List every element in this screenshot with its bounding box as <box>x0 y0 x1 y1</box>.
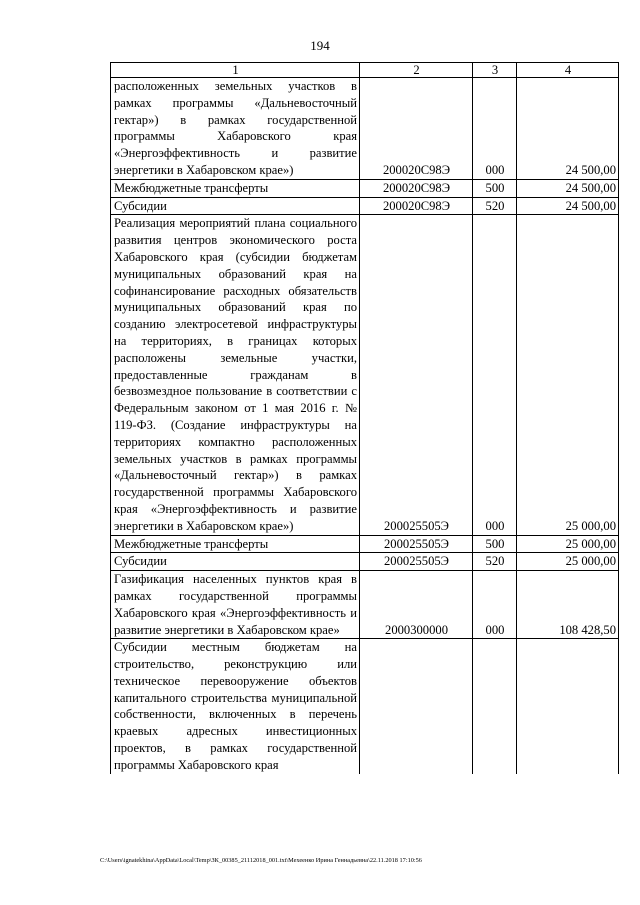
table-row <box>111 179 619 197</box>
row-amount: 108 428,50 <box>517 571 619 639</box>
row-amount: 24 500,00 <box>517 197 619 215</box>
row-amount <box>517 639 619 774</box>
row-description: расположенных земельных участков в рамках программы «Дальневосточный гектар») в рамках государственной программы Хабаровского края «Энергоэффективность и развитие энергетики в Хабаровском крае») <box>111 78 360 180</box>
table-row <box>111 553 619 571</box>
table-row <box>111 78 619 180</box>
row-amount: 25 000,00 <box>517 553 619 571</box>
column-header-3: 3 <box>473 63 517 78</box>
row-amount: 25 000,00 <box>517 535 619 553</box>
table-header-row <box>111 63 619 78</box>
row-expense-type: 520 <box>473 197 517 215</box>
page-number: 194 <box>310 38 330 53</box>
row-description: Реализация мероприятий плана социального развития центров экономического роста Хабаровского края (субсидии бюджетам муниципальных образований края на софинансирование расходных обязательств муниципальных образований края по созданию электросетевой инфраструктуры на территориях, в границах которых расположены земельные участки, предоставленные гражданам в безвозмездное пользование в соответствии с Федеральным законом от 1 мая 2016 г. № 119-ФЗ. (Создание инфраструктуры на территориях компактно расположенных земельных участков в рамках программы «Дальневосточный гектар») в рамках государственной программы Хабаровского края «Энергоэффективность и развитие энергетики в Хабаровском крае») <box>111 215 360 535</box>
budget-table <box>110 62 619 774</box>
row-expense-type <box>473 639 517 774</box>
row-target-code: 200020С98Э <box>360 78 473 180</box>
row-amount: 24 500,00 <box>517 78 619 180</box>
row-target-code: 200020С98Э <box>360 179 473 197</box>
row-target-code: 200025505Э <box>360 553 473 571</box>
row-description: Субсидии местным бюджетам на строительство, реконструкцию или техническое перевооружение объектов капитального строительства муниципальной собственности, включенных в перечень краевых адресных инвестиционных проектов, в рамках государственной программы Хабаровского края <box>111 639 360 774</box>
row-description: Субсидии <box>111 553 360 571</box>
row-target-code: 2000300000 <box>360 571 473 639</box>
column-header-4: 4 <box>517 63 619 78</box>
row-expense-type: 520 <box>473 553 517 571</box>
row-expense-type: 000 <box>473 571 517 639</box>
file-path-footer: C:\Users\ignatekhina\AppData\Local\Temp\ЗК_00385_21112018_001.txt\Мехеенко Ирина Геннадьевна\22.11.2018 17:10:56 <box>100 857 422 864</box>
table-row <box>111 639 619 774</box>
row-description: Межбюджетные трансферты <box>111 179 360 197</box>
row-target-code: 200025505Э <box>360 215 473 535</box>
table-row <box>111 197 619 215</box>
row-expense-type: 000 <box>473 215 517 535</box>
row-description: Газификация населенных пунктов края в рамках государственной программы Хабаровского края «Энергоэффективность и развитие энергетики в Хабаровском крае» <box>111 571 360 639</box>
row-description: Межбюджетные трансферты <box>111 535 360 553</box>
column-header-2: 2 <box>360 63 473 78</box>
column-header-1: 1 <box>111 63 360 78</box>
row-target-code <box>360 639 473 774</box>
row-target-code: 200020С98Э <box>360 197 473 215</box>
row-amount: 24 500,00 <box>517 179 619 197</box>
row-expense-type: 500 <box>473 179 517 197</box>
row-description: Субсидии <box>111 197 360 215</box>
row-target-code: 200025505Э <box>360 535 473 553</box>
row-expense-type: 000 <box>473 78 517 180</box>
table-row <box>111 215 619 535</box>
table-row <box>111 571 619 639</box>
table-row <box>111 535 619 553</box>
row-amount: 25 000,00 <box>517 215 619 535</box>
row-expense-type: 500 <box>473 535 517 553</box>
